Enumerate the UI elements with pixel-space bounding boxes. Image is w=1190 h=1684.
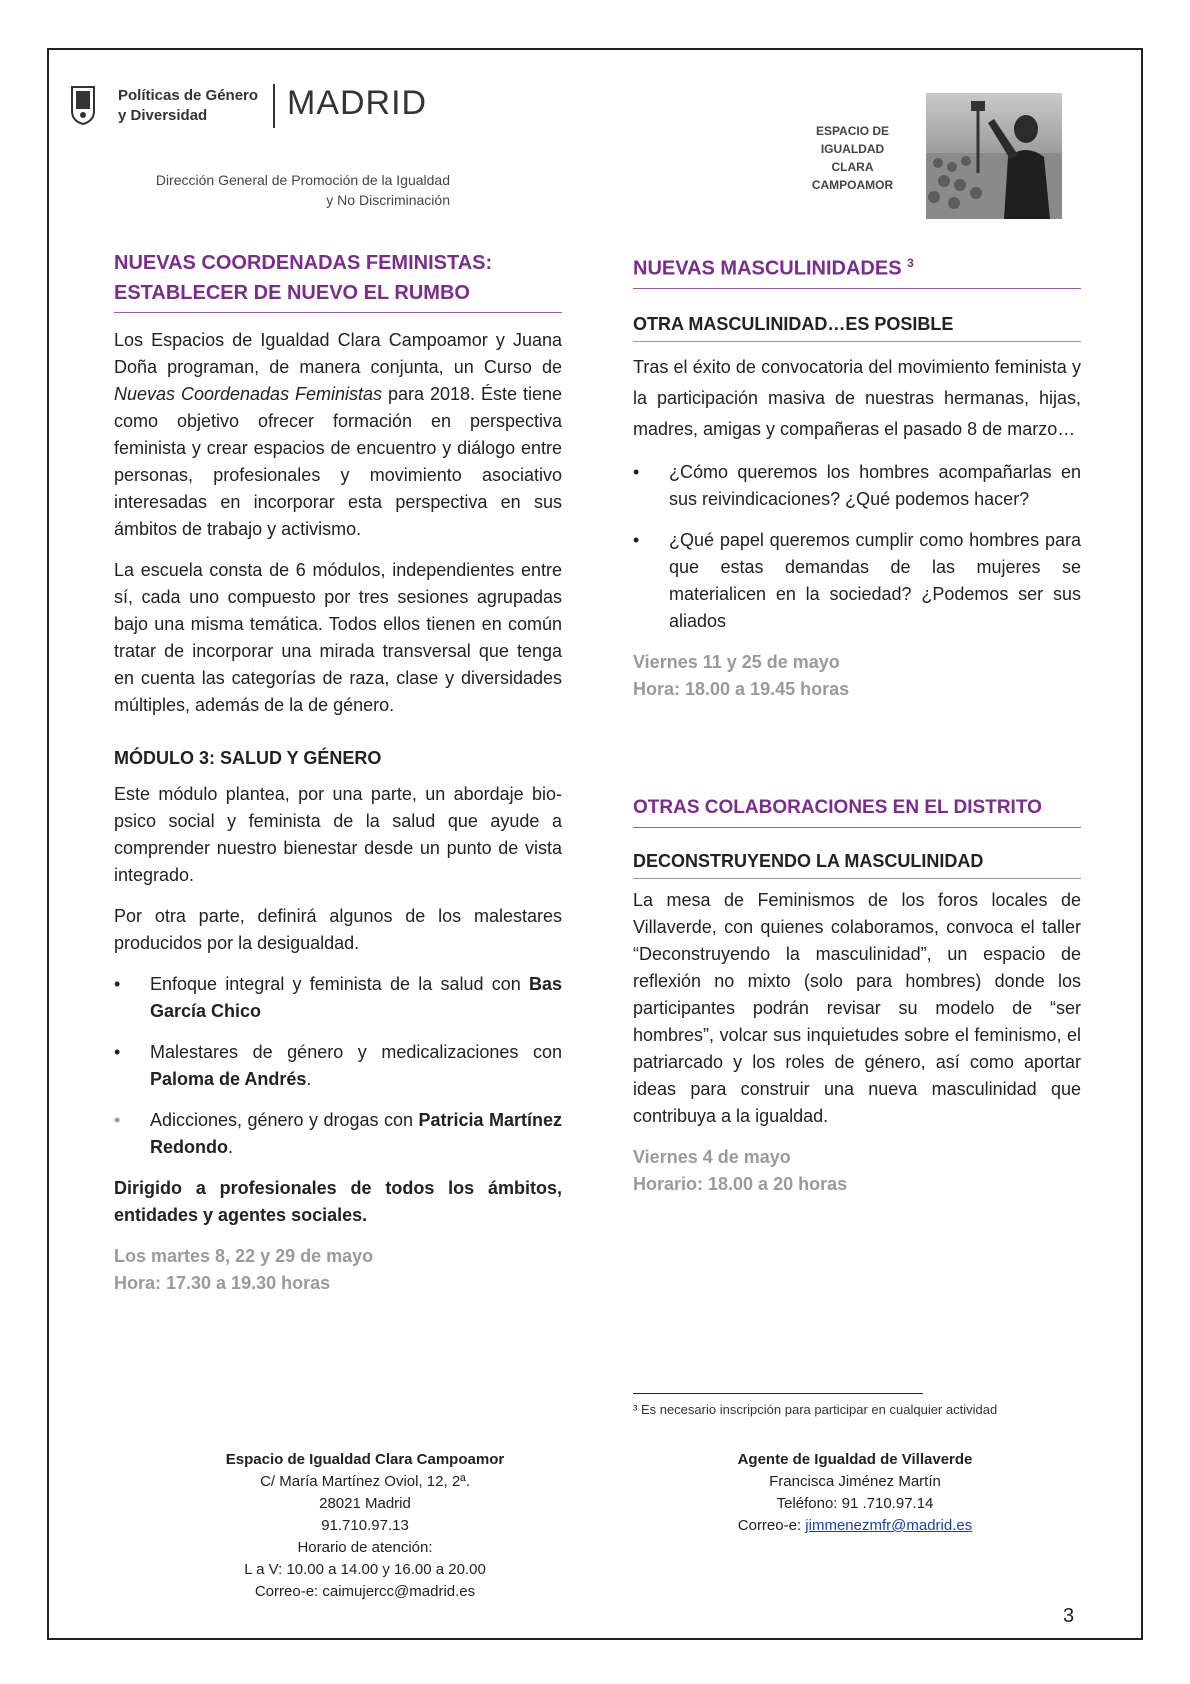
modules-paragraph: La escuela consta de 6 módulos, independientes entre sí, cada uno compuesto por tres sesiones agrupadas bajo una misma temática. Todos ellos tienen en común tratar de incorporar una mirada transversal que tenga en cuenta las categorías de raza, clase y diversidades múltiples, además de la de género. — [114, 560, 562, 715]
espacio-line4: CAMPOAMOR — [811, 178, 894, 192]
footer-espacio-contact — [200, 1449, 530, 1603]
email-label: Correo-e: — [737, 1517, 806, 1534]
event-time: Hora: 17.30 a 19.30 horas — [114, 1273, 331, 1293]
contact-name: Espacio de Igualdad Clara Campoamor — [225, 1451, 505, 1468]
bullet-icon: • — [114, 974, 121, 994]
bullet-icon: • — [114, 1042, 121, 1062]
logo-city: MADRID — [287, 84, 428, 122]
title-line2: ESTABLECER DE NUEVO EL RUMBO — [114, 282, 470, 304]
contact-city: 28021 Madrid — [319, 1495, 411, 1512]
logo-divider — [273, 84, 275, 128]
subtitle-otra-masculinidad: OTRA MASCULINIDAD…ES POSIBLE — [633, 311, 1081, 342]
contact-address: C/ María Martínez Oviol, 12, 2ª. — [260, 1473, 470, 1490]
title-text: NUEVAS MASCULINIDADES — [633, 257, 902, 280]
title-line1: NUEVAS COORDENADAS FEMINISTAS: — [114, 252, 493, 274]
event-time: Horario: 18.00 a 20 horas — [633, 1173, 848, 1194]
list-item — [114, 971, 562, 1025]
footnote-ref: 3 — [907, 256, 914, 270]
module-paragraph: Este módulo plantea, por una parte, un abordaje bio-psico social y feminista de la salud que ayude a comprender nuestro bienestar desde un punto de vista integrado. — [114, 784, 562, 885]
clara-campoamor-photo — [926, 93, 1062, 219]
contact-person: Francisca Jiménez Martín — [769, 1473, 941, 1490]
item-text: Adicciones, género y drogas con — [150, 1110, 419, 1130]
list-item — [114, 1039, 562, 1093]
item-text: ¿Qué papel queremos cumplir como hombres para que estas demandas de las mujeres se materialicen en la sociedad? ¿Podemos ser sus aliados — [669, 529, 1081, 631]
bullet-icon: • — [114, 1110, 121, 1130]
subtitle-deconstruyendo: DECONSTRUYENDO LA MASCULINIDAD — [633, 848, 1081, 879]
event-date: Viernes 4 de mayo — [633, 1146, 791, 1167]
intro-paragraph — [114, 327, 562, 543]
contact-phone: 91.710.97.13 — [321, 1517, 409, 1534]
contact-hours: L a V: 10.00 a 14.00 y 16.00 a 20.00 — [244, 1561, 486, 1578]
audience-text: Dirigido a profesionales de todos los ámbitos, entidades y agentes sociales. — [114, 1178, 562, 1225]
intro-text-a: Los Espacios de Igualdad Clara Campoamor y Juana Doña programan, de manera conjunta, un Curso de — [114, 330, 562, 377]
course-name: Nuevas Coordenadas Feministas — [114, 384, 383, 404]
item-text: Enfoque integral y feminista de la salud con — [150, 974, 529, 994]
section-title-colaboraciones: OTRAS COLABORACIONES EN EL DISTRITO — [633, 793, 1081, 828]
footnote: ³ Es necesario inscripción para participar en cualquier actividad — [633, 1402, 998, 1417]
list-item — [633, 459, 1081, 513]
direccion-general — [150, 170, 450, 210]
item-tail: . — [306, 1069, 312, 1089]
item-tail: . — [228, 1137, 234, 1157]
intro-text-b: para 2018. Éste tiene como objetivo ofrecer formación en perspectiva feminista y crear espacios de encuentro y diálogo entre personas, profesionales y movimiento asociativo interesadas en incorporar esta perspectiva en sus ámbitos de trabajo y activismo. — [114, 384, 562, 539]
espacio-line3: CLARA — [831, 160, 874, 174]
item-speaker: Patricia Martínez Redondo — [150, 1110, 562, 1157]
event-date: Viernes 11 y 25 de mayo — [633, 651, 840, 672]
sessions-list — [114, 971, 562, 1161]
dg-line2: y No Discriminación — [326, 192, 450, 208]
dg-line1: Dirección General de Promoción de la Igualdad — [155, 172, 450, 188]
item-speaker: Paloma de Andrés — [150, 1069, 307, 1089]
masculinidad-paragraph: Tras el éxito de convocatoria del movimiento feminista y la participación masiva de nuestras hermanas, hijas, madres, amigas y compañeras el pasado 8 de marzo… — [633, 356, 1081, 439]
questions-list — [633, 459, 1081, 635]
madrid-crest-icon — [70, 85, 96, 125]
email-link[interactable]: jimmenezmfr@madrid.es — [805, 1517, 973, 1534]
left-column — [114, 248, 562, 1297]
deconstruyendo-paragraph: La mesa de Feminismos de los foros locales de Villaverde, con quienes colaboramos, convoca el taller “Deconstruyendo la masculinidad”, un espacio de reflexión no mixto (solo para hombres) donde los participantes podrán revisar su modelo de “ser hombres”, volcar sus inquietudes sobre el feminismo, el patriarcado y los roles de género, así como aportar ideas para construir una nueva masculinidad que contribuya a la igualdad. — [633, 889, 1081, 1126]
footnote-divider — [633, 1393, 923, 1394]
contact-name: Agente de Igualdad de Villaverde — [737, 1451, 973, 1468]
module-title: MÓDULO 3: SALUD Y GÉNERO — [114, 748, 382, 768]
contact-phone: Teléfono: 91 .710.97.14 — [776, 1495, 934, 1512]
logo-line2: y Diversidad — [118, 107, 208, 124]
espacio-line1: ESPACIO DE — [815, 124, 890, 138]
list-item — [633, 527, 1081, 635]
espacio-logo-text — [800, 122, 905, 194]
item-text: ¿Cómo queremos los hombres acompañarlas en sus reivindicaciones? ¿Qué podemos hacer? — [669, 461, 1081, 509]
logo-line1: Políticas de Género — [118, 87, 259, 104]
hours-label: Horario de atención: — [297, 1539, 433, 1556]
malestares-paragraph: Por otra parte, definirá algunos de los malestares producidos por la desigualdad. — [114, 906, 562, 953]
right-column — [633, 248, 1081, 1198]
page-number: 3 — [1063, 1605, 1075, 1627]
section-title-masculinidades — [633, 248, 1081, 289]
contact-email: Correo-e: caimujercc@madrid.es — [254, 1583, 476, 1600]
item-text: Malestares de género y medicalizaciones con — [150, 1042, 562, 1062]
footer-agente-contact — [700, 1449, 1010, 1537]
section-title-coordenadas — [114, 248, 562, 313]
logo-text — [118, 86, 258, 126]
event-date: Los martes 8, 22 y 29 de mayo — [114, 1246, 374, 1266]
list-item — [114, 1107, 562, 1161]
item-speaker: Bas García Chico — [150, 974, 562, 1021]
bullet-icon: • — [633, 461, 640, 482]
event-time: Hora: 18.00 a 19.45 horas — [633, 678, 850, 699]
espacio-line2: IGUALDAD — [820, 142, 885, 156]
bullet-icon: • — [633, 529, 640, 550]
